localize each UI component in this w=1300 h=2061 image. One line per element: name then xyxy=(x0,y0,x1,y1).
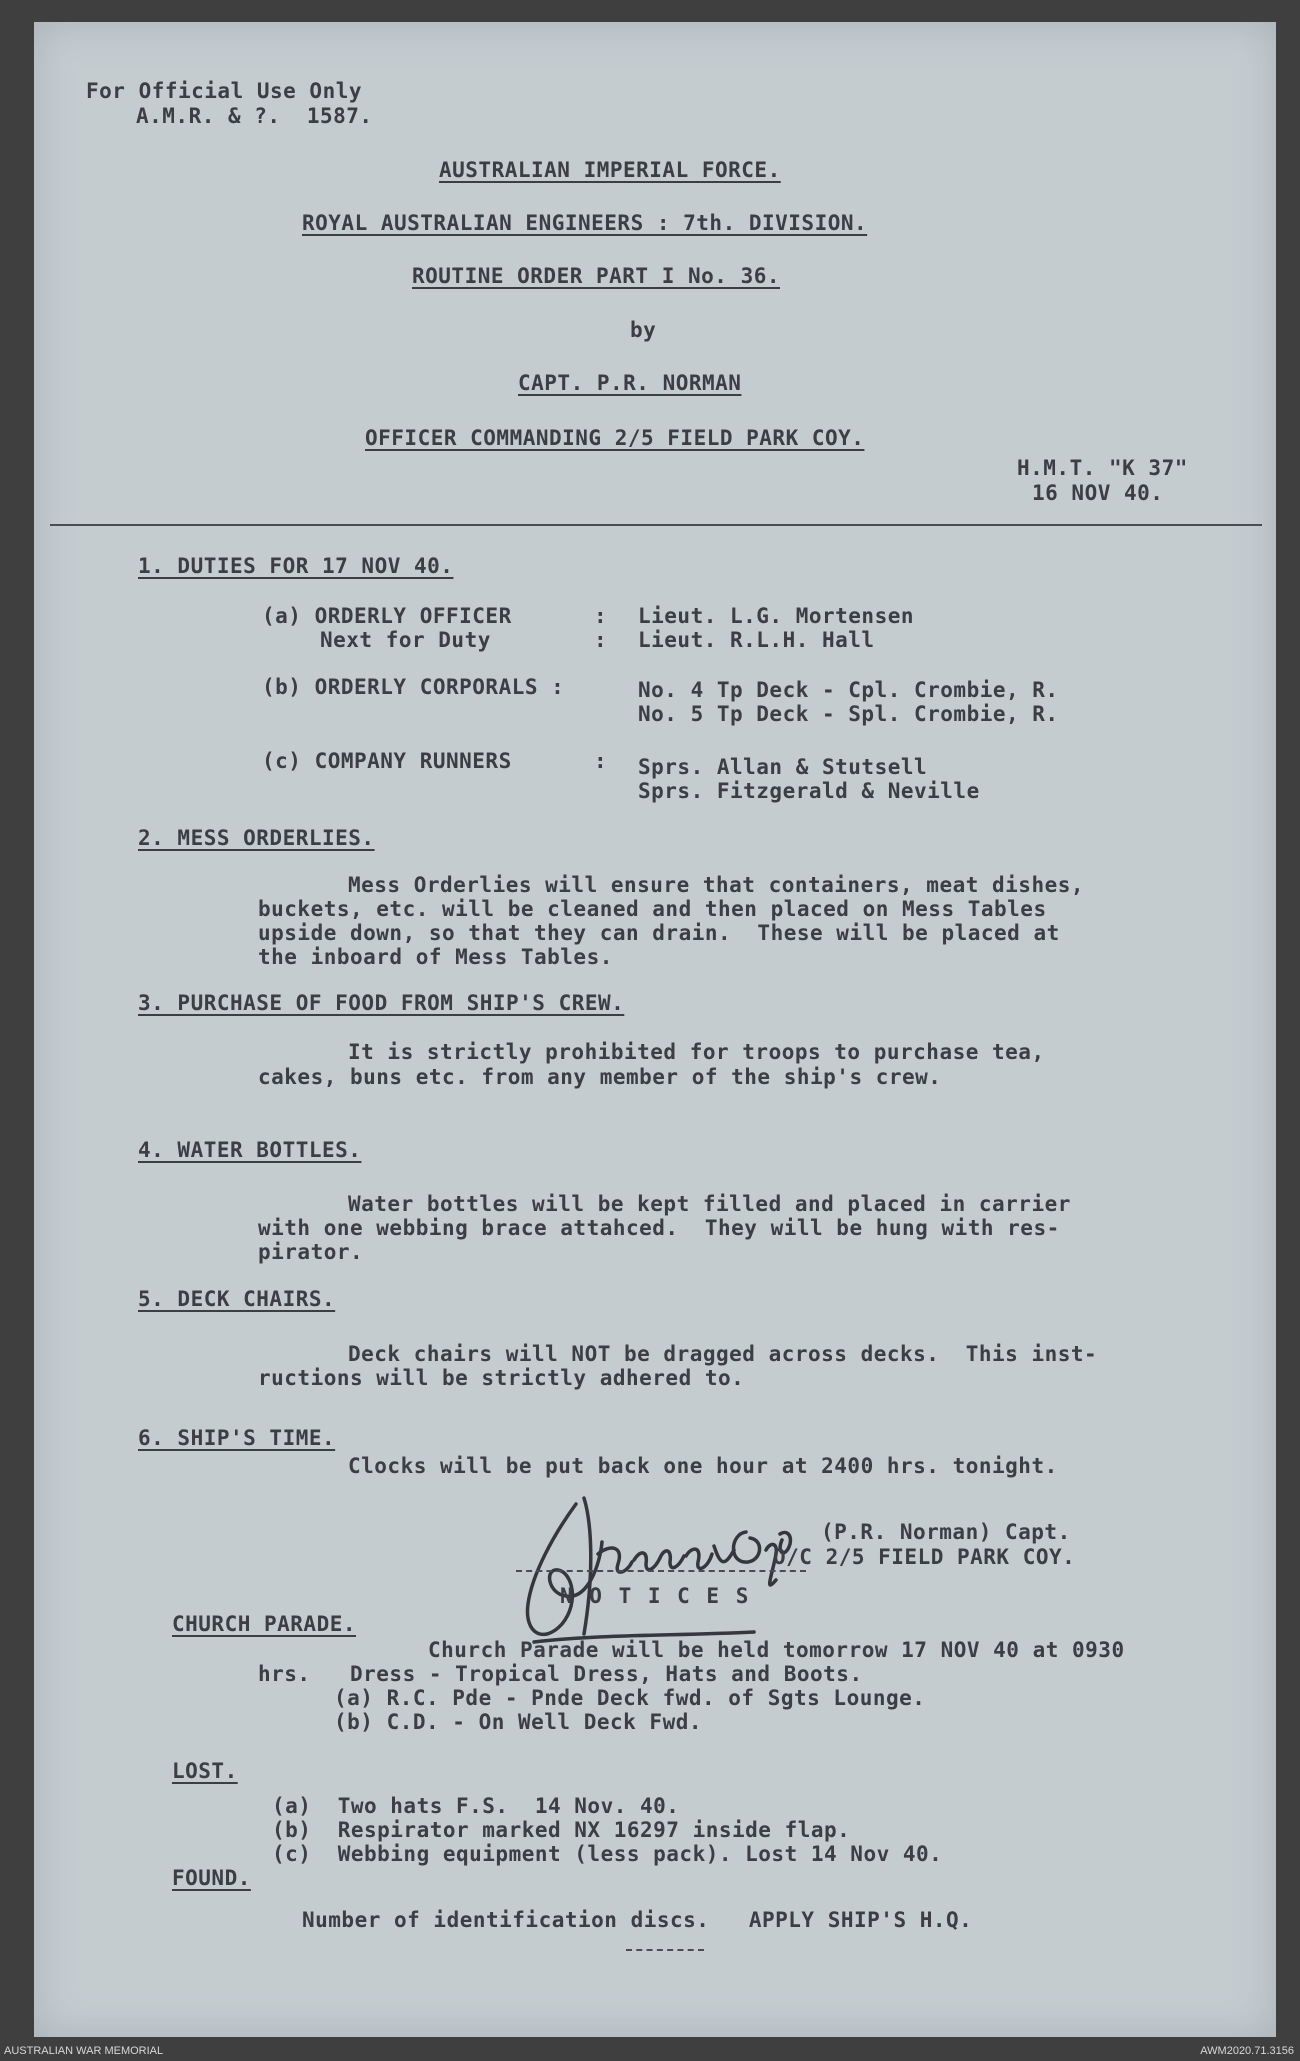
section-time-heading: 6. SHIP'S TIME. xyxy=(138,1426,336,1450)
water-line-2: with one webbing brace attahced. They will be hung with res- xyxy=(258,1216,1060,1240)
duties-c-label: (c) COMPANY RUNNERS xyxy=(262,749,512,773)
deck-line-2: ructions will be strictly adhered to. xyxy=(258,1366,745,1390)
signatory-unit: O/C 2/5 FIELD PARK COY. xyxy=(773,1545,1076,1569)
lost-heading: LOST. xyxy=(172,1759,238,1783)
church-heading: CHURCH PARADE. xyxy=(172,1612,357,1636)
duties-c-colon: : xyxy=(594,749,608,773)
water-line-1: Water bottles will be kept filled and placed in carrier xyxy=(348,1192,1071,1216)
notices-top-rule xyxy=(516,1570,806,1572)
signatory-name: (P.R. Norman) Capt. xyxy=(821,1520,1071,1544)
duties-a-value: Lieut. L.G. Mortensen xyxy=(638,604,915,628)
duties-next-colon: : xyxy=(594,628,608,652)
order-date: 16 NOV 40. xyxy=(1032,481,1164,505)
purchase-line-2: cakes, buns etc. from any member of the ship's crew. xyxy=(258,1065,942,1089)
water-line-3: pirator. xyxy=(258,1240,364,1264)
lost-item-c: (c) Webbing equipment (less pack). Lost 14 Nov 40. xyxy=(272,1842,943,1866)
mess-line-3: upside down, so that they can drain. These will be placed at xyxy=(258,921,1060,945)
title-routine-order: ROUTINE ORDER PART I No. 36. xyxy=(412,264,781,288)
official-use-line: For Official Use Only xyxy=(86,79,363,103)
duties-c-value2: Sprs. Fitzgerald & Neville xyxy=(638,779,980,803)
lost-item-a: (a) Two hats F.S. 14 Nov. 40. xyxy=(272,1794,680,1818)
mess-line-4: the inboard of Mess Tables. xyxy=(258,945,613,969)
author-name: CAPT. P.R. NORMAN xyxy=(518,371,742,395)
end-rule xyxy=(626,1949,704,1951)
duties-next-value: Lieut. R.L.H. Hall xyxy=(638,628,875,652)
notices-heading: N O T I C E S xyxy=(560,1584,751,1608)
duties-c-value1: Sprs. Allan & Stutsell xyxy=(638,755,928,779)
church-line-1: Church Parade will be held tomorrow 17 NOV 40 at 0930 xyxy=(428,1638,1125,1662)
mess-line-2: buckets, etc. will be cleaned and then placed on Mess Tables xyxy=(258,897,1047,921)
author-role: OFFICER COMMANDING 2/5 FIELD PARK COY. xyxy=(365,426,865,450)
by-text: by xyxy=(630,318,657,342)
duties-b-value1: No. 4 Tp Deck - Cpl. Crombie, R. xyxy=(638,678,1059,702)
mess-line-1: Mess Orderlies will ensure that containers, meat dishes, xyxy=(348,873,1085,897)
footer-accession-number: AWM2020.71.3156 xyxy=(1200,2045,1294,2057)
section-mess-heading: 2. MESS ORDERLIES. xyxy=(138,826,375,850)
duties-b-label: (b) ORDERLY CORPORALS : xyxy=(262,675,565,699)
title-rae: ROYAL AUSTRALIAN ENGINEERS : 7th. DIVISION. xyxy=(302,211,868,235)
title-aif: AUSTRALIAN IMPERIAL FORCE. xyxy=(439,158,781,182)
duties-a-colon: : xyxy=(594,604,608,628)
found-line-1: Number of identification discs. APPLY SHIP'S H.Q. xyxy=(302,1908,973,1932)
deck-line-1: Deck chairs will NOT be dragged across decks. This inst- xyxy=(348,1342,1098,1366)
church-line-3: (a) R.C. Pde - Pnde Deck fwd. of Sgts Lounge. xyxy=(334,1686,926,1710)
duties-a-label: (a) ORDERLY OFFICER xyxy=(262,604,512,628)
duties-b-value2: No. 5 Tp Deck - Spl. Crombie, R. xyxy=(638,702,1059,726)
section-deck-heading: 5. DECK CHAIRS. xyxy=(138,1287,336,1311)
lost-item-b: (b) Respirator marked NX 16297 inside flap. xyxy=(272,1818,851,1842)
ship-designation: H.M.T. "K 37" xyxy=(1017,456,1188,480)
section-duties-heading: 1. DUTIES FOR 17 NOV 40. xyxy=(138,554,454,578)
church-line-4: (b) C.D. - On Well Deck Fwd. xyxy=(334,1710,703,1734)
footer-archive-label: AUSTRALIAN WAR MEMORIAL xyxy=(4,2045,164,2057)
section-purchase-heading: 3. PURCHASE OF FOOD FROM SHIP'S CREW. xyxy=(138,991,625,1015)
document-page xyxy=(34,22,1276,2037)
section-water-heading: 4. WATER BOTTLES. xyxy=(138,1138,362,1162)
header-divider xyxy=(50,524,1262,526)
found-heading: FOUND. xyxy=(172,1866,251,1890)
duties-next-label: Next for Duty xyxy=(320,628,491,652)
reference-number: A.M.R. & ?. 1587. xyxy=(136,104,373,128)
purchase-line-1: It is strictly prohibited for troops to purchase tea, xyxy=(348,1040,1045,1064)
time-line-1: Clocks will be put back one hour at 2400 hrs. tonight. xyxy=(348,1454,1058,1478)
church-line-2: hrs. Dress - Tropical Dress, Hats and Boots. xyxy=(258,1662,863,1686)
